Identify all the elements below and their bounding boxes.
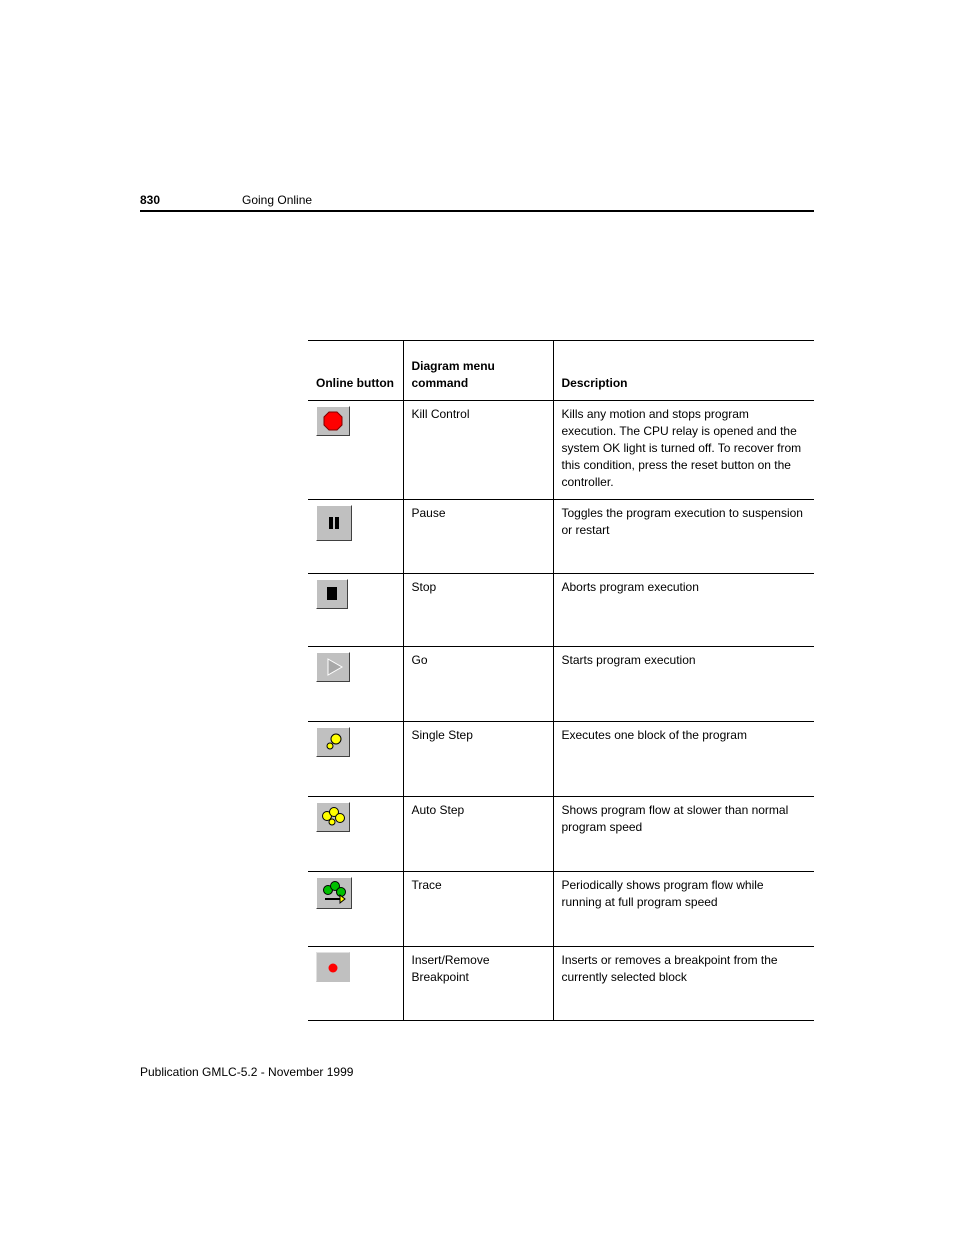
table-row [308,401,814,500]
table-row [308,872,814,947]
command-cell: Stop [403,574,553,647]
command-cell: Auto Step [403,797,553,872]
command-cell: Insert/Remove Breakpoint [403,947,553,1021]
table-row [308,722,814,797]
column-header-online-button: Online button [308,341,403,401]
breakpoint-icon[interactable] [316,952,350,982]
command-cell: Single Step [403,722,553,797]
go-icon[interactable] [316,652,350,682]
table-row [308,947,814,1021]
kill-control-icon[interactable] [316,406,350,436]
table-row [308,647,814,722]
table-row [308,797,814,872]
column-header-description: Description [553,341,814,401]
pause-icon[interactable] [316,505,352,541]
description-cell: Inserts or removes a breakpoint from the currently selected block [553,947,814,1021]
table-row [308,500,814,574]
command-cell: Go [403,647,553,722]
single-step-icon[interactable] [316,727,350,757]
publication-footer: Publication GMLC-5.2 - November 1999 [140,1065,354,1079]
description-cell: Shows program flow at slower than normal program speed [553,797,814,872]
table-header-row [308,341,814,401]
column-header-diagram-command: Diagram menu command [403,341,553,401]
description-cell: Starts program execution [553,647,814,722]
auto-step-icon[interactable] [316,802,350,832]
chapter-title: Going Online [242,193,313,207]
trace-icon[interactable] [316,877,352,909]
header-rule [140,210,814,212]
online-commands-table [308,340,814,1021]
description-cell: Kills any motion and stops program execution. The CPU relay is opened and the system OK light is turned off. To recover from this condition, press the reset button on the controller. [553,401,814,500]
page-number: 830 [140,193,161,207]
table-row [308,574,814,647]
stop-icon[interactable] [316,579,348,609]
command-cell: Kill Control [403,401,553,500]
description-cell: Periodically shows program flow while running at full program speed [553,872,814,947]
description-cell: Aborts program execution [553,574,814,647]
command-cell: Trace [403,872,553,947]
description-cell: Toggles the program execution to suspension or restart [553,500,814,574]
command-cell: Pause [403,500,553,574]
description-cell: Executes one block of the program [553,722,814,797]
